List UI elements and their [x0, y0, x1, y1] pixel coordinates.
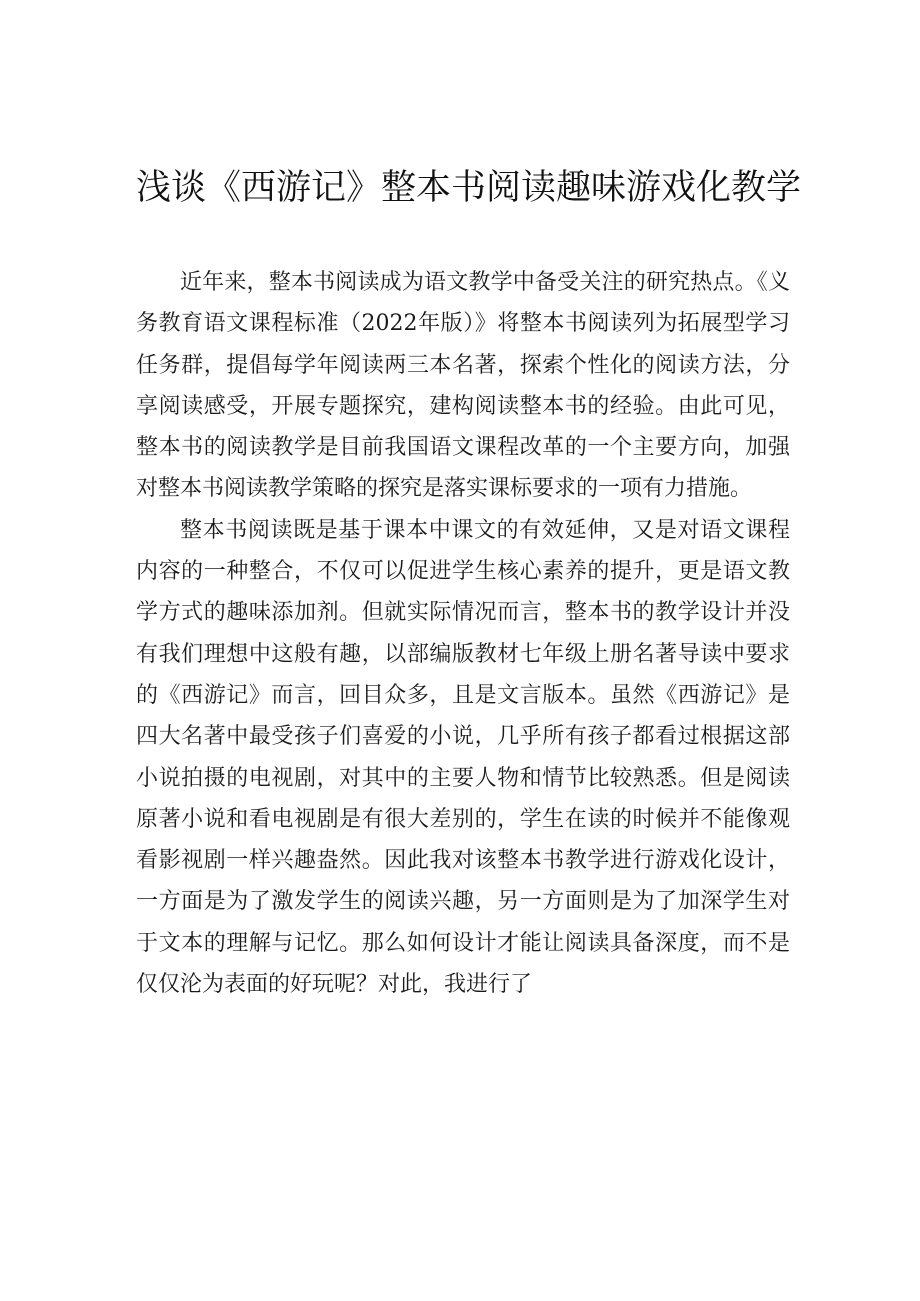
paragraph-1: 近年来，整本书阅读成为语文教学中备受关注的研究热点。《义务教育语文课程标准（2022年版）》将整本书阅读列为拓展型学习任务群，提倡每学年阅读两三本名著，探索个性化的阅读方法，分享阅读感受，开展专题探究，建构阅读整本书的经验。由此可见，整本书的阅读教学是目前我国语文课程改革的一个主要方向，加强对整本书阅读教学策略的探究是落实课标要求的一项有力措施。 [136, 270, 790, 502]
document-title: 浅谈《西游记》整本书阅读趣味游戏化教学 [136, 168, 802, 208]
paragraph-2: 整本书阅读既是基于课本中课文的有效延伸，又是对语文课程内容的一种整合，不仅可以促进学生核心素养的提升，更是语文教学方式的趣味添加剂。但就实际情况而言，整本书的教学设计并没有我们理想中这般有趣，以部编版教材七年级上册名著导读中要求的《西游记》而言，回目众多，且是文言版本。虽然《西游记》是四大名著中最受孩子们喜爱的小说，几乎所有孩子都看过根据这部小说拍摄的电视剧，对其中的主要人物和情节比较熟悉。但是阅读原著小说和看电视剧是有很大差别的，学生在读的时候并不能像观看影视剧一样兴趣盎然。因此我对该整本书教学进行游戏化设计，一方面是为了激发学生的阅读兴趣，另一方面则是为了加深学生对于文本的理解与记忆。那么如何设计才能让阅读具备深度，而不是仅仅沦为表面的好玩呢？对此，我进行了 [136, 517, 790, 998]
document-body [136, 262, 790, 1005]
